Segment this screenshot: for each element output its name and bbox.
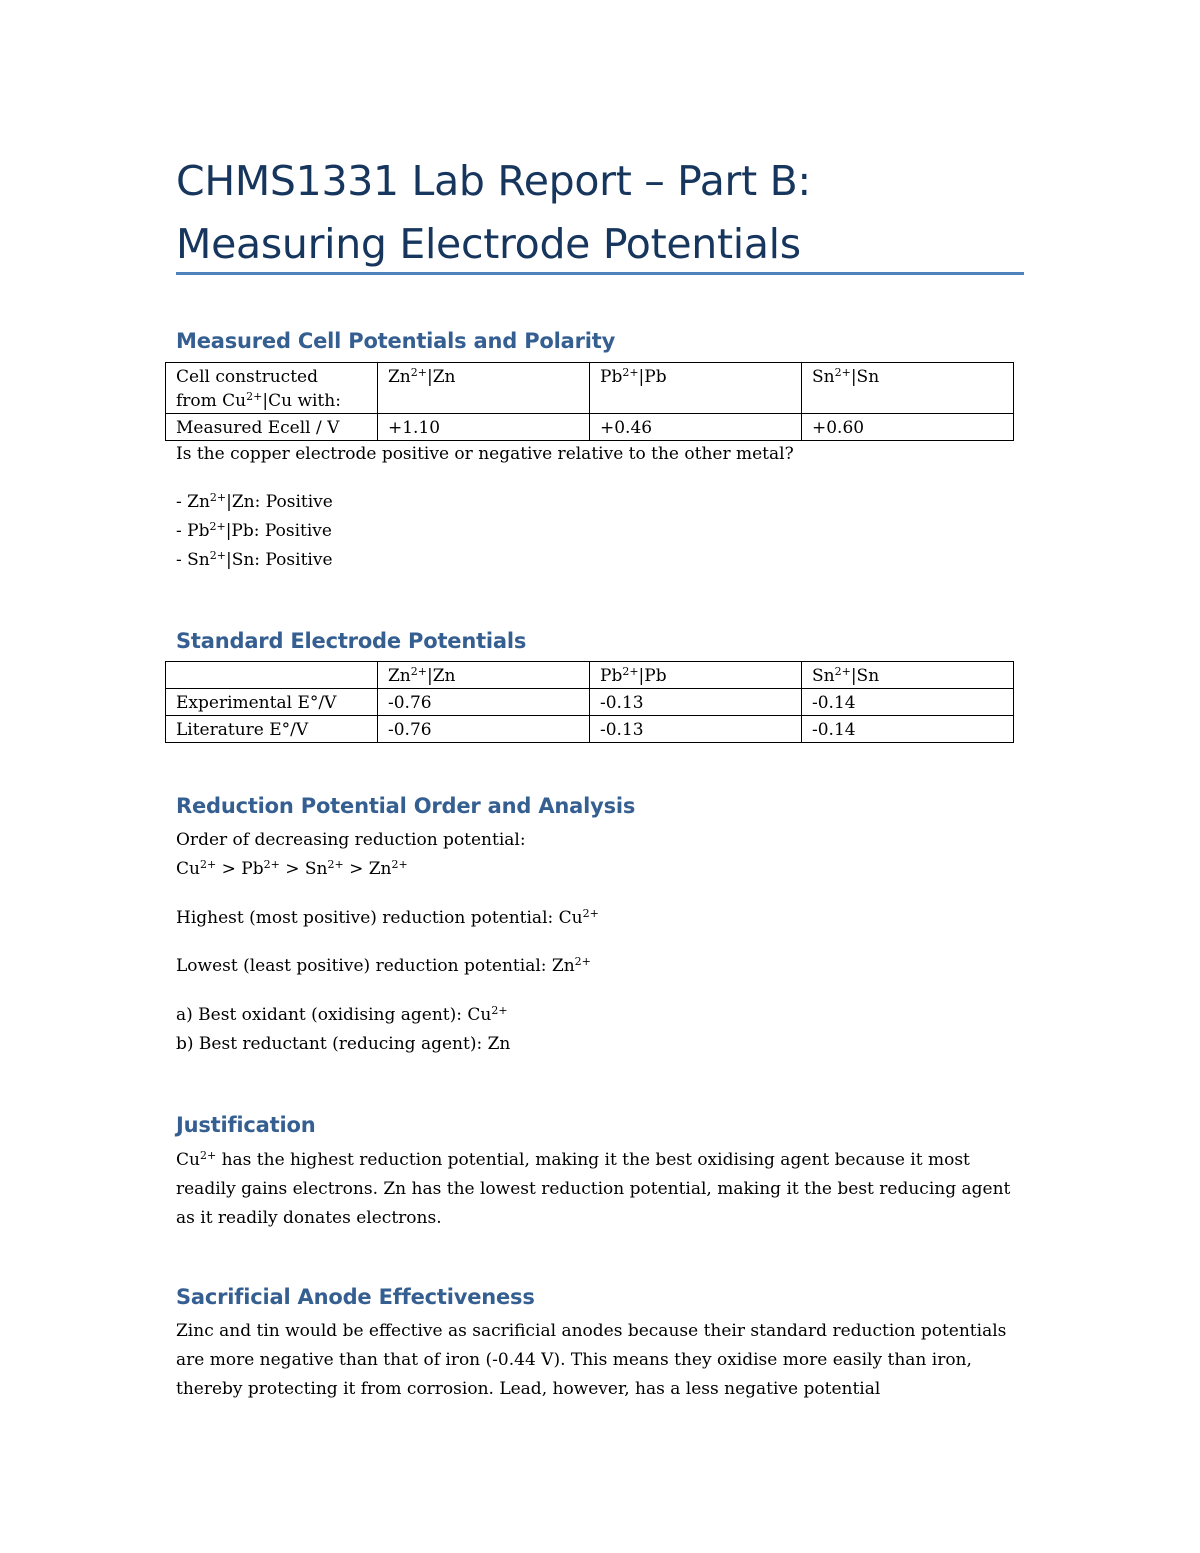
highest-potential (176, 904, 599, 933)
lowest-potential (176, 952, 591, 981)
charge-superscript: 2+ (410, 366, 427, 379)
charge-superscript: 2+ (209, 491, 227, 504)
charge-superscript: 2+ (327, 858, 344, 871)
table-cell: -0.13 (590, 689, 802, 716)
ion-symbol: Zn (388, 666, 411, 686)
ion-symbol: Zn (368, 859, 392, 879)
table-cell (802, 662, 1014, 689)
table-row (166, 689, 1014, 716)
measured-potentials-table (165, 362, 1014, 441)
ion-symbol: Pb (241, 859, 264, 879)
charge-superscript: 2+ (574, 955, 591, 968)
charge-superscript: 2+ (491, 1004, 508, 1017)
table-row (166, 414, 1014, 441)
ion-symbol: Sn (812, 666, 835, 686)
answer-text: - Pb (176, 521, 210, 541)
charge-superscript: 2+ (199, 858, 217, 871)
line-text: Highest (most positive) reduction potential: Cu (176, 908, 583, 928)
metal-symbol: |Zn (426, 367, 456, 387)
best-oxidant (176, 1001, 508, 1030)
ion-symbol: Sn (304, 859, 328, 879)
table-cell (166, 662, 378, 689)
polarity-question: Is the copper electrode positive or negative relative to the other metal? (176, 444, 794, 464)
cell-label: from Cu (176, 391, 247, 411)
cell-label: Cell constructed (176, 367, 318, 387)
charge-superscript: 2+ (209, 549, 226, 562)
charge-superscript: 2+ (622, 366, 639, 379)
table-cell: -0.76 (378, 689, 590, 716)
table-cell (166, 363, 378, 414)
ion-symbol: Zn (388, 367, 411, 387)
charge-superscript: 2+ (209, 520, 226, 533)
answer-text: - Sn (176, 550, 210, 570)
answer-text: |Sn: Positive (225, 550, 333, 570)
ion-symbol: Sn (812, 367, 835, 387)
order-separator: > (343, 859, 369, 879)
table-cell (590, 662, 802, 689)
sacrificial-paragraph: Zinc and tin would be effective as sacrificial anodes because their standard reduction potentials are more negative than that of iron (-0.44 V). This means they oxidise more easily than iron, thereby protecting it from corrosion. Lead, however, has a less negative potential (176, 1321, 1007, 1399)
table-row (166, 662, 1014, 689)
ion-symbol: Cu (176, 859, 200, 879)
charge-superscript: 2+ (622, 665, 639, 678)
table-cell (378, 662, 590, 689)
order-separator: > (279, 859, 305, 879)
table-row (166, 363, 1014, 414)
metal-symbol: |Pb (638, 367, 667, 387)
charge-superscript: 2+ (410, 665, 427, 678)
charge-superscript: 2+ (246, 390, 263, 403)
polarity-answer (176, 546, 333, 575)
charge-superscript: 2+ (582, 907, 599, 920)
line-text: Lowest (least positive) reduction potential: Zn (176, 956, 575, 976)
table-cell: +0.46 (590, 414, 802, 441)
document-title (176, 150, 1026, 276)
title-line-2: Measuring Electrode Potentials (176, 220, 801, 268)
table-cell: -0.14 (802, 689, 1014, 716)
polarity-answer (176, 488, 333, 517)
table-row (166, 716, 1014, 743)
metal-symbol: |Pb (638, 666, 667, 686)
polarity-answer (176, 517, 332, 546)
charge-superscript: 2+ (391, 858, 408, 871)
table-cell (802, 363, 1014, 414)
line-text: a) Best oxidant (oxidising agent): Cu (176, 1005, 492, 1025)
table-cell: -0.13 (590, 716, 802, 743)
table-cell (378, 363, 590, 414)
title-line-1: CHMS1331 Lab Report – Part B: (176, 157, 811, 205)
answer-text: |Zn: Positive (226, 492, 333, 512)
metal-symbol: |Zn (426, 666, 456, 686)
table-cell: Measured Ecell / V (166, 414, 378, 441)
table-cell: +1.10 (378, 414, 590, 441)
metal-symbol: |Sn (850, 666, 880, 686)
title-underline (176, 272, 1024, 275)
table-cell: +0.60 (802, 414, 1014, 441)
charge-superscript: 2+ (834, 366, 851, 379)
section-heading-standard: Standard Electrode Potentials (176, 629, 527, 653)
best-reductant: b) Best reductant (reducing agent): Zn (176, 1034, 511, 1054)
order-label: Order of decreasing reduction potential: (176, 830, 526, 850)
order-separator: > (216, 859, 242, 879)
section-heading-measured: Measured Cell Potentials and Polarity (176, 329, 616, 353)
charge-superscript: 2+ (199, 1149, 217, 1162)
table-cell: Experimental E°/V (166, 689, 378, 716)
paragraph-text: has the highest reduction potential, making it the best oxidising agent because it most readily gains electrons. Zn has the lowest reduction potential, making it the best reducing agent as it readily donates electrons. (176, 1150, 1011, 1228)
table-cell: -0.76 (378, 716, 590, 743)
section-heading-sacrificial: Sacrificial Anode Effectiveness (176, 1285, 535, 1309)
ion-symbol: Pb (600, 367, 623, 387)
standard-potentials-table (165, 661, 1014, 743)
ion-symbol: Pb (600, 666, 623, 686)
order-sequence (176, 855, 408, 884)
table-cell: -0.14 (802, 716, 1014, 743)
answer-text: - Zn (176, 492, 210, 512)
ion-symbol: Cu (176, 1150, 200, 1170)
answer-text: |Pb: Positive (225, 521, 332, 541)
cell-label: |Cu with: (262, 391, 341, 411)
metal-symbol: |Sn (850, 367, 880, 387)
charge-superscript: 2+ (263, 858, 280, 871)
section-heading-order: Reduction Potential Order and Analysis (176, 794, 636, 818)
table-cell (590, 363, 802, 414)
justification-paragraph (176, 1146, 1026, 1233)
section-heading-justification: Justification (176, 1113, 316, 1137)
table-cell: Literature E°/V (166, 716, 378, 743)
charge-superscript: 2+ (834, 665, 851, 678)
